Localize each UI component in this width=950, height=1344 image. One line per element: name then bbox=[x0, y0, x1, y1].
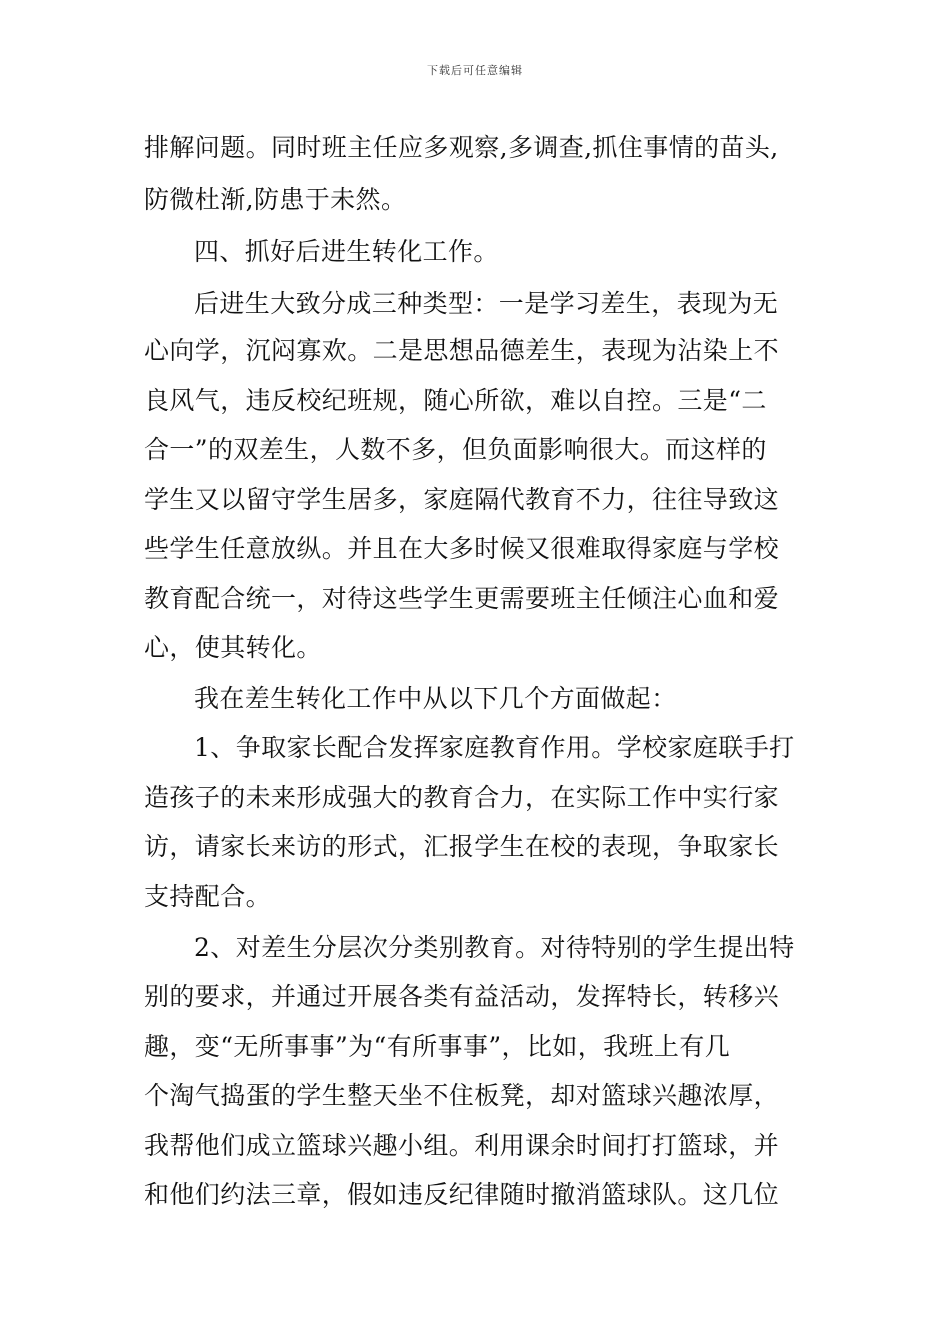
page-header: 下载后可任意编辑 bbox=[427, 64, 523, 77]
body-line: 教育配合统一，对待这些学生更需要班主任倾注心血和爱 bbox=[144, 584, 780, 613]
body-line: 后进生大致分成三种类型：一是学习差生，表现为无 bbox=[194, 289, 779, 318]
body-line: 心向学，沉闷寡欢。二是思想品德差生，表现为沾染上不 bbox=[144, 336, 780, 365]
body-line: 排解问题。同时班主任应多观察,多调查,抓住事情的苗头, bbox=[144, 133, 779, 162]
body-line: 趣，变“无所事事”为“有所事事”，比如，我班上有几 bbox=[144, 1032, 731, 1061]
body-line: 合一”的双差生，人数不多，但负面影响很大。而这样的 bbox=[144, 435, 767, 464]
body-line: 和他们约法三章，假如违反纪律随时撤消篮球队。这几位 bbox=[144, 1180, 780, 1209]
body-line: 我帮他们成立篮球兴趣小组。利用课余时间打打篮球，并 bbox=[144, 1131, 780, 1160]
body-line: 防微杜渐,防患于未然。 bbox=[144, 185, 407, 214]
body-line: 别的要求，并通过开展各类有益活动，发挥特长，转移兴 bbox=[144, 982, 780, 1011]
body-line: 访，请家长来访的形式，汇报学生在校的表现，争取家长 bbox=[144, 832, 780, 861]
body-line: 学生又以留守学生居多，家庭隔代教育不力，往往导致这 bbox=[144, 485, 780, 514]
body-line: 我在差生转化工作中从以下几个方面做起： bbox=[194, 684, 677, 713]
body-line: 造孩子的未来形成强大的教育合力，在实际工作中实行家 bbox=[144, 783, 780, 812]
body-line: 些学生任意放纵。并且在大多时候又很难取得家庭与学校 bbox=[144, 534, 780, 563]
body-line: 2、对差生分层次分类别教育。对待特别的学生提出特 bbox=[194, 933, 795, 962]
body-line: 1、争取家长配合发挥家庭教育作用。学校家庭联手打 bbox=[194, 733, 795, 762]
body-line: 支持配合。 bbox=[144, 882, 272, 911]
body-line: 心，使其转化。 bbox=[144, 633, 322, 662]
section-heading: 四、抓好后进生转化工作。 bbox=[194, 237, 499, 266]
body-line: 良风气，违反校纪班规，随心所欲，难以自控。三是“二 bbox=[144, 386, 767, 415]
body-line: 个淘气捣蛋的学生整天坐不住板凳，却对篮球兴趣浓厚， bbox=[144, 1081, 780, 1110]
